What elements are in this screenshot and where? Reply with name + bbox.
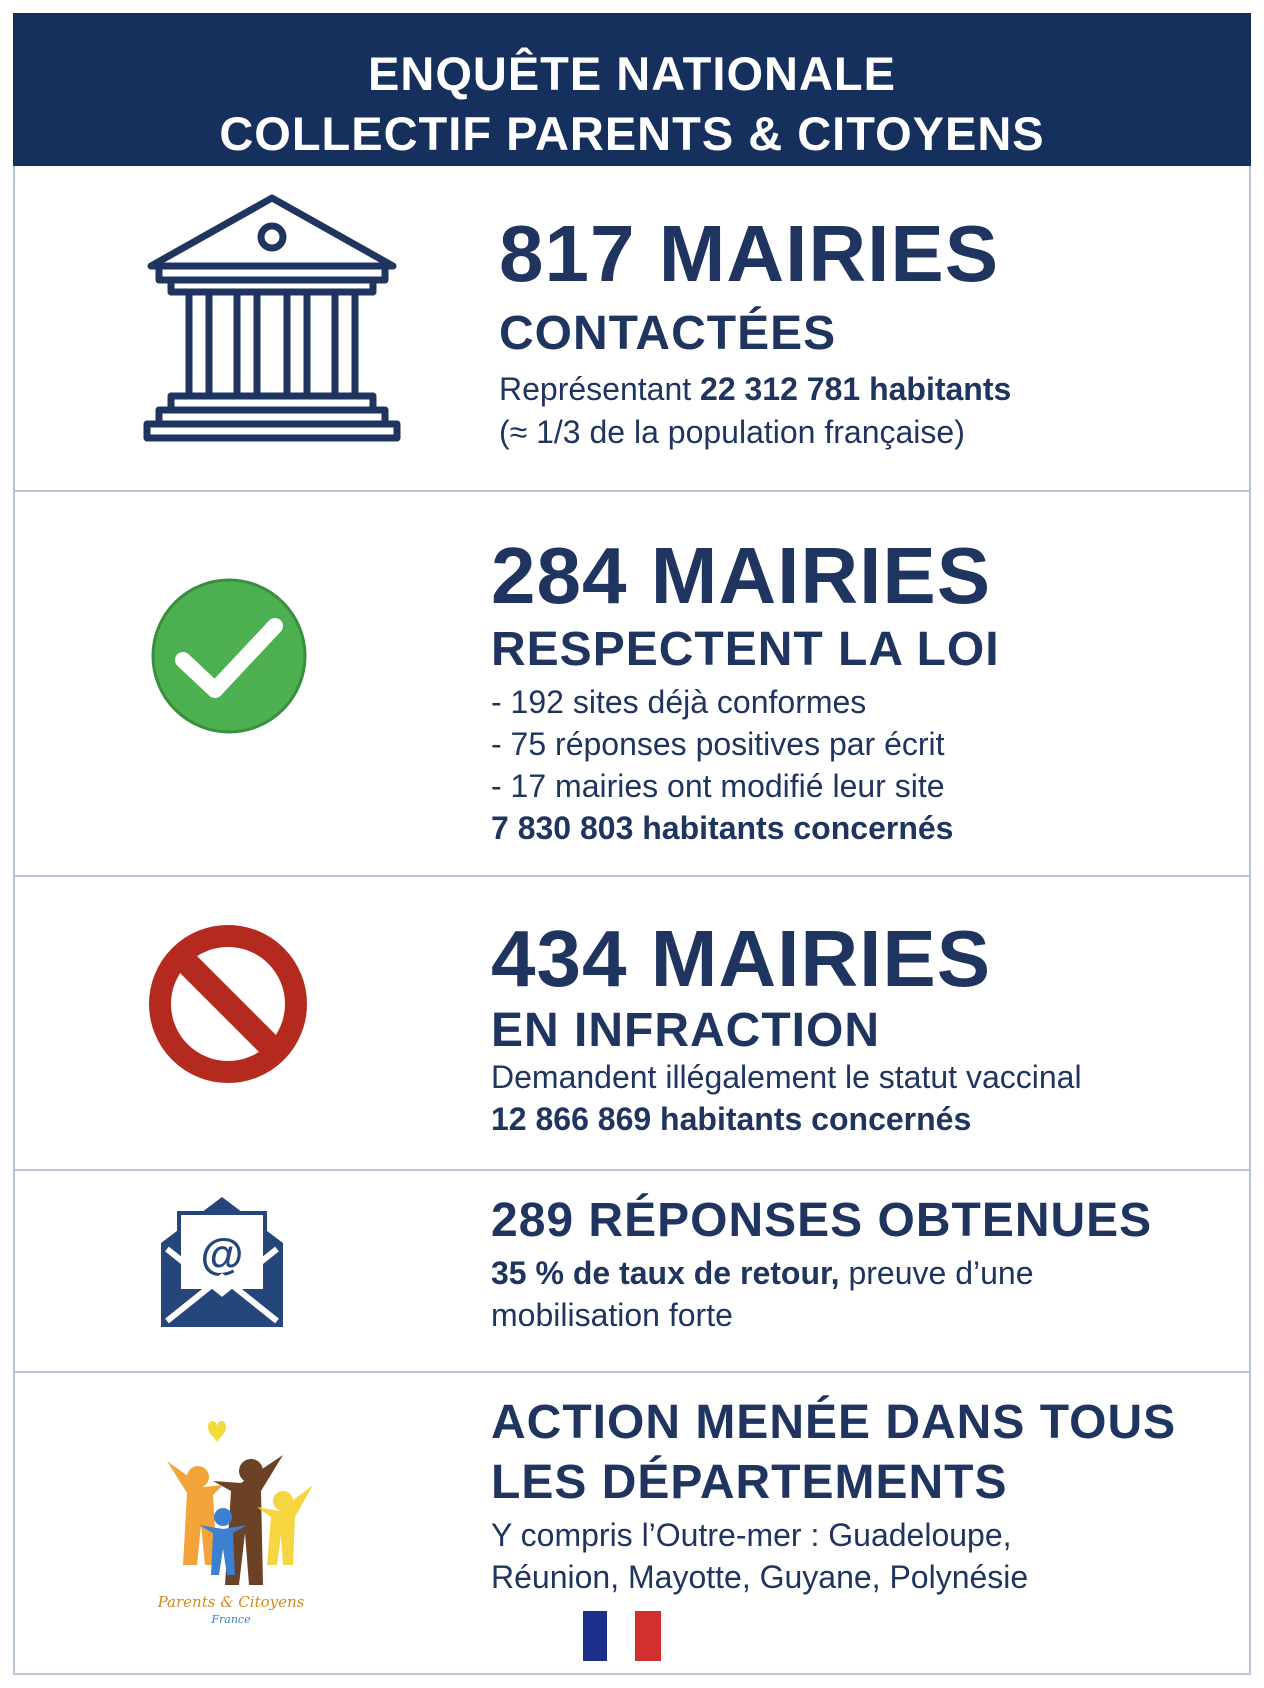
header-title-line1: ENQUÊTE NATIONALE	[368, 47, 896, 100]
infraction-headline: 434 MAIRIES	[491, 914, 992, 1003]
responses-rate-value: 35 % de taux de retour,	[491, 1255, 840, 1291]
section-responses	[13, 1171, 1251, 1371]
section-departments	[13, 1373, 1251, 1673]
contacted-population-note: (≈ 1/3 de la population française)	[499, 414, 965, 450]
departments-overseas-line1: Y compris l’Outre-mer : Guadeloupe,	[491, 1517, 1012, 1553]
population-value: 22 312 781 habitants	[700, 371, 1012, 407]
email-envelope-icon	[157, 1193, 287, 1338]
header-banner	[13, 13, 1251, 166]
infraction-subhead: EN INFRACTION	[491, 1004, 880, 1057]
compliant-population: 7 830 803 habitants concernés	[491, 810, 954, 846]
responses-headline: 289 RÉPONSES OBTENUES	[491, 1194, 1153, 1247]
contacted-headline: 817 MAIRIES	[499, 209, 1000, 298]
departments-overseas-line2: Réunion, Mayotte, Guyane, Polynésie	[491, 1559, 1029, 1595]
logo-subtext: France	[211, 1613, 251, 1626]
header-title-line2: COLLECTIF PARENTS & CITOYENS	[219, 107, 1045, 160]
compliant-item: - 192 sites déjà conformes	[491, 684, 867, 720]
check-circle-icon	[149, 576, 309, 741]
logo-text: Parents & Citoyens	[157, 1593, 305, 1611]
infraction-population: 12 866 869 habitants concernés	[491, 1101, 972, 1137]
french-flag-icon	[583, 1611, 663, 1666]
prohibited-icon	[147, 923, 309, 1090]
compliant-item: - 17 mairies ont modifié leur site	[491, 768, 945, 804]
town-hall-icon	[141, 194, 403, 449]
population-prefix: Représentant	[499, 371, 701, 407]
compliant-item: - 75 réponses positives par écrit	[491, 726, 945, 762]
responses-note: mobilisation forte	[491, 1297, 733, 1333]
compliant-headline: 284 MAIRIES	[491, 531, 992, 620]
contacted-subhead: CONTACTÉES	[499, 307, 837, 360]
compliant-subhead: RESPECTENT LA LOI	[491, 623, 1000, 676]
family-logo-icon	[153, 1415, 323, 1640]
svg-text:@: @	[200, 1230, 244, 1279]
contacted-population	[499, 371, 1011, 408]
section-contacted	[13, 166, 1251, 491]
departments-headline-line1: ACTION MENÉE DANS TOUS	[491, 1396, 1177, 1449]
responses-rate-text: preuve d’une	[839, 1255, 1034, 1291]
section-infraction	[13, 877, 1251, 1169]
responses-rate	[491, 1255, 1033, 1292]
departments-headline-line2: LES DÉPARTEMENTS	[491, 1456, 1008, 1509]
section-compliant	[13, 492, 1251, 876]
infraction-description: Demandent illégalement le statut vaccinal	[491, 1059, 1082, 1095]
